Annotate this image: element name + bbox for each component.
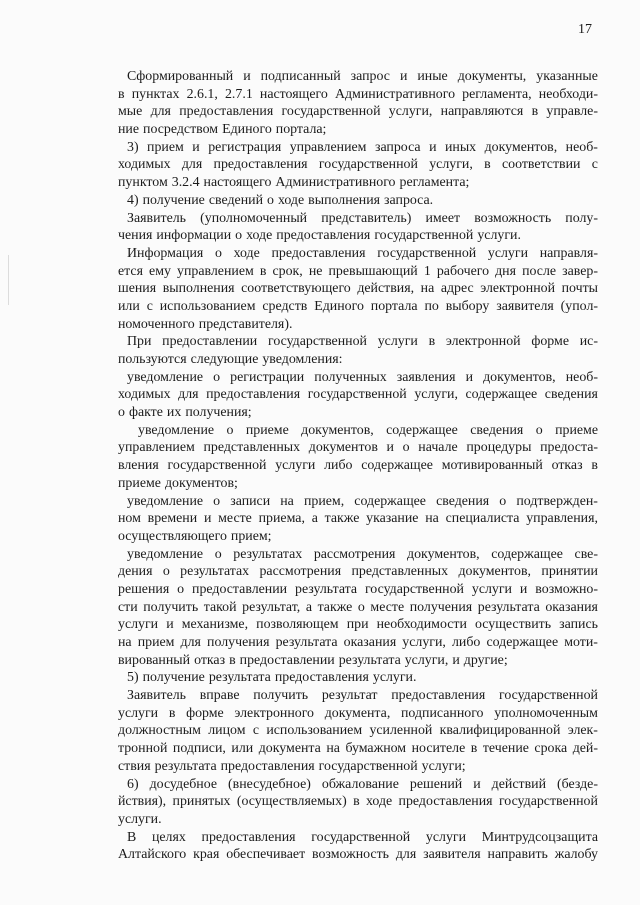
text-line: уведомление о регистрации полученных заявления и документов, необ- — [127, 369, 598, 385]
text-line: йствия), принятых (осуществляемых) в ходе предоставления государственной — [118, 794, 598, 810]
page-number: 17 — [578, 22, 592, 37]
text-line: 6) досудебное (внесудебное) обжалование решений и действий (безде- — [127, 776, 598, 792]
text-line: В целях предоставления государственной услуги Минтрудсоцзащита — [127, 829, 598, 845]
text-line: ние посредством Единого портала; — [118, 122, 327, 138]
text-line: или с использованием средств Единого портала по выбору заявителя (упол- — [118, 298, 598, 314]
scan-artifact — [8, 255, 9, 305]
text-line: ется ему управлением в срок, не превышающий 1 рабочего дня после завер- — [118, 263, 598, 279]
text-line: вированный отказ в предоставлении результата услуги, и другие; — [118, 652, 508, 668]
text-line: приеме документов; — [118, 475, 238, 491]
text-line: Сформированный и подписанный запрос и иные документы, указанные — [127, 69, 598, 84]
text-line: о факте их получения; — [118, 405, 252, 421]
text-line: Информация о ходе предоставления государственной услуги направля- — [127, 245, 598, 261]
text-line: тронной подписи, или документа на бумажном носителе в течение срока дей- — [118, 741, 598, 757]
text-line: в пунктах 2.6.1, 2.7.1 настоящего Административного регламента, необходи- — [118, 86, 598, 102]
text-line: При предоставлении государственной услуги в электронной форме ис- — [127, 334, 598, 350]
text-line: чения информации о ходе предоставления государственной услуги. — [118, 228, 521, 244]
text-line: 3) прием и регистрация управлением запроса и иных документов, необ- — [127, 139, 598, 155]
text-line: пунктом 3.2.4 настоящего Административного регламента; — [118, 175, 470, 191]
text-line: решения о предоставлении результата государственной услуги и возможно- — [118, 581, 598, 597]
text-line: уведомление о приеме документов, содержащее сведения о приеме — [138, 422, 598, 438]
text-line: сти получить такой результат, а также о месте получения результата оказания — [118, 599, 598, 615]
text-line: осуществляющего прием; — [118, 528, 272, 544]
text-line: 4) получение сведений о ходе выполнения запроса. — [127, 192, 434, 208]
text-line: дения о результатах рассмотрения представленных документов, принятии — [118, 564, 598, 580]
text-line: на прием для получения результата оказания услуги, либо содержащее моти- — [118, 635, 598, 650]
text-line: номоченного представителя). — [118, 316, 293, 332]
text-line: пользуются следующие уведомления: — [118, 352, 343, 367]
text-line: Алтайского края обеспечивает возможность для заявителя направить жалобу — [118, 847, 598, 863]
text-line: должностным лицом с использованием усиленной квалифицированной элек- — [118, 723, 598, 739]
text-line: ходимых для предоставления государственной услуги, в соответствии с — [118, 157, 598, 173]
text-line: Заявитель (уполномоченный представитель) имеет возможность полу- — [127, 210, 598, 226]
text-line: вления государственной услуги либо содержащее мотивированный отказ в — [118, 458, 598, 474]
text-line: уведомление о записи на прием, содержащее сведения о подтвержден- — [127, 493, 598, 509]
text-line: управлением представленных документов и о начале процедуры предоста- — [118, 440, 598, 456]
text-line: ствия результата предоставления государственной услуги; — [118, 758, 466, 774]
text-line: услуги и механизме, позволяющем при необходимости осуществить запись — [118, 617, 598, 633]
text-line: мые для предоставления государственной услуги, направляются в управле- — [118, 104, 598, 120]
text-line: шения выполнения соответствующего действия, на адрес электронной почты — [118, 281, 598, 297]
text-line: ходимых для предоставления государственной услуги, содержащее сведения — [118, 387, 598, 403]
document-body — [118, 68, 598, 864]
text-line: услуги в форме электронного документа, подписанного уполномоченным — [118, 705, 598, 721]
text-line: Заявитель вправе получить результат предоставления государственной — [127, 688, 598, 704]
text-line: уведомление о результатах рассмотрения документов, содержащее све- — [127, 546, 598, 562]
text-line: ном времени и месте приема, а также указание на специалиста управления, — [118, 511, 598, 527]
text-line: услуги. — [118, 811, 162, 827]
text-line: 5) получение результата предоставления услуги. — [127, 670, 417, 686]
